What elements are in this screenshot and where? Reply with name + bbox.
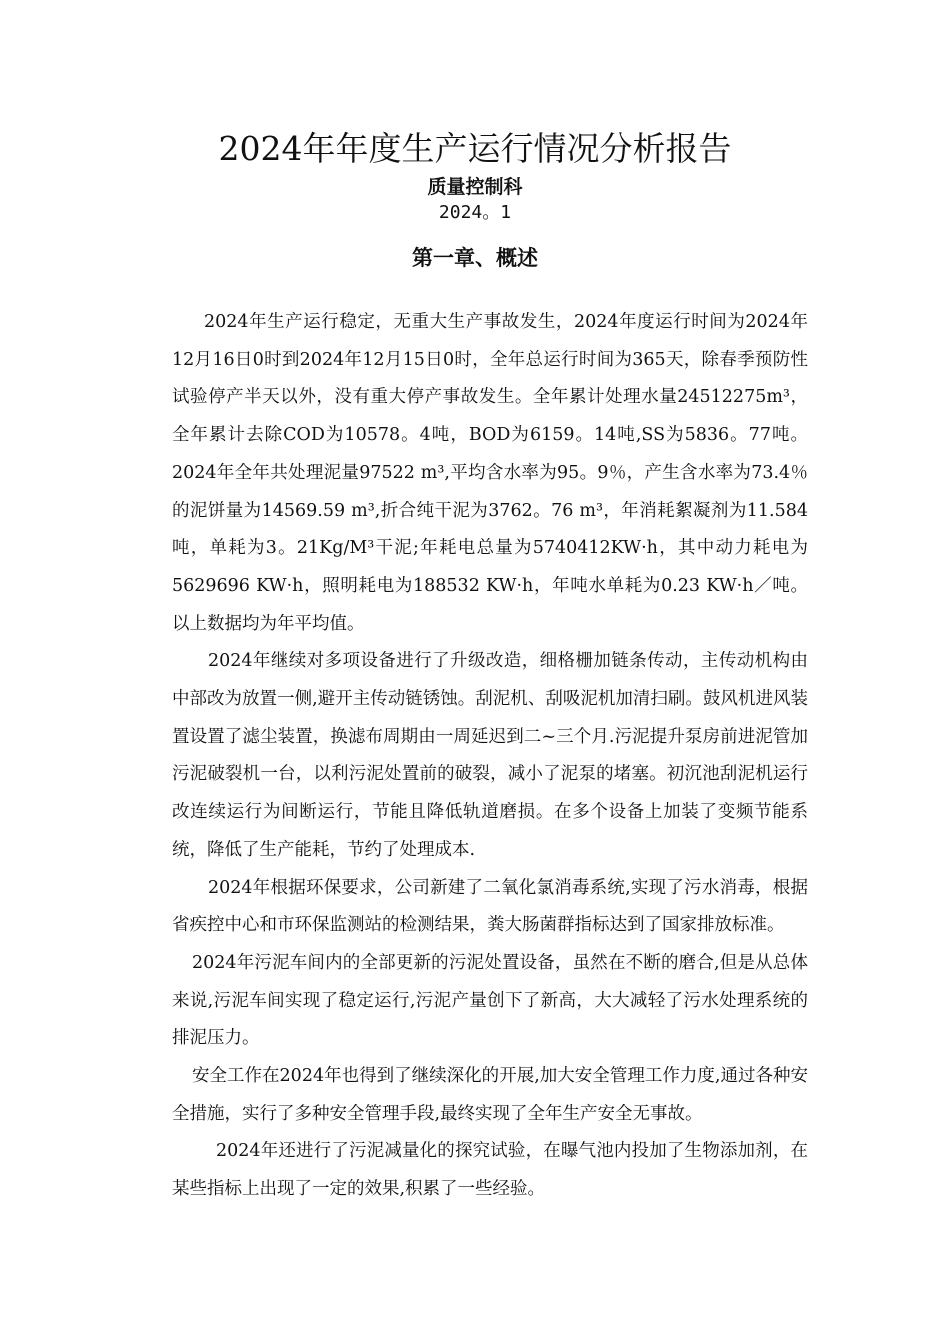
document-body bbox=[172, 304, 808, 1209]
paragraph-sludge-workshop: 2024年污泥车间内的全部更新的污泥处置设备，虽然在不断的磨合,但是从总体来说,污泥车间实现了稳定运行,污泥产量创下了新高，大大减轻了污水处理系统的排泥压力。 bbox=[172, 952, 808, 1049]
paragraph-safety-work: 安全工作在2024年也得到了继续深化的开展,加大安全管理工作力度,通过各种安全措施，实行了多种安全管理手段,最终实现了全年生产安全无事故。 bbox=[172, 1066, 808, 1124]
paragraph-equipment-upgrades: 2024年继续对多项设备进行了升级改造，细格栅加链条传动，主传动机构由中部改为放置一侧,避开主传动链锈蚀。刮泥机、刮吸泥机加清扫刷。鼓风机进风装置设置了滤尘装置，换滤布周期由一周延迟到二~三个月.污泥提升泵房前进泥管加污泥破裂机一台，以利污泥处置前的破裂，减小了泥泵的堵塞。初沉池刮泥机运行改连续运行为间断运行，节能且降低轨道磨损。在多个设备上加装了变频节能系统，降低了生产能耗，节约了处理成本. bbox=[172, 651, 808, 860]
paragraph-disinfection-system: 2024年根据环保要求，公司新建了二氧化氯消毒系统,实现了污水消毒，根据省疾控中心和市环保监测站的检测结果，粪大肠菌群指标达到了国家排放标准。 bbox=[172, 877, 808, 936]
paragraph-sludge-reduction-trial: 2024年还进行了污泥减量化的探究试验，在曝气池内投加了生物添加剂，在某些指标上出现了一定的效果,积累了一些经验。 bbox=[172, 1141, 808, 1200]
department-name: 质量控制科 bbox=[427, 176, 523, 198]
document-date: 2024。1 bbox=[438, 202, 512, 223]
document-title: 2024年年度生产运行情况分析报告 bbox=[218, 129, 732, 168]
chapter-heading: 第一章、概述 bbox=[412, 246, 538, 270]
paragraph-operation-summary: 2024年生产运行稳定，无重大生产事故发生，2024年度运行时间为2024年12月16日0时到2024年12月15日0时，全年总运行时间为365天，除春季预防性试验停产半天以外，没有重大停产事故发生。全年累计处理水量24512275m³，全年累计去除COD为10578。4吨，BOD为6159。14吨,SS为5836。77吨。2024年全年共处理泥量97522 m³,平均含水率为95。9％，产生含水率为73.4％的泥饼量为14569.59 m³,折合纯干泥为3762。76 m³，年消耗絮凝剂为11.584吨，单耗为3。21Kg/M³干泥;年耗电总量为5740412KW·h，其中动力耗电为5629696 KW·h，照明耗电为188532 KW·h，年吨水单耗为0.23 KW·h／吨。以上数据均为年平均值。 bbox=[172, 312, 808, 634]
